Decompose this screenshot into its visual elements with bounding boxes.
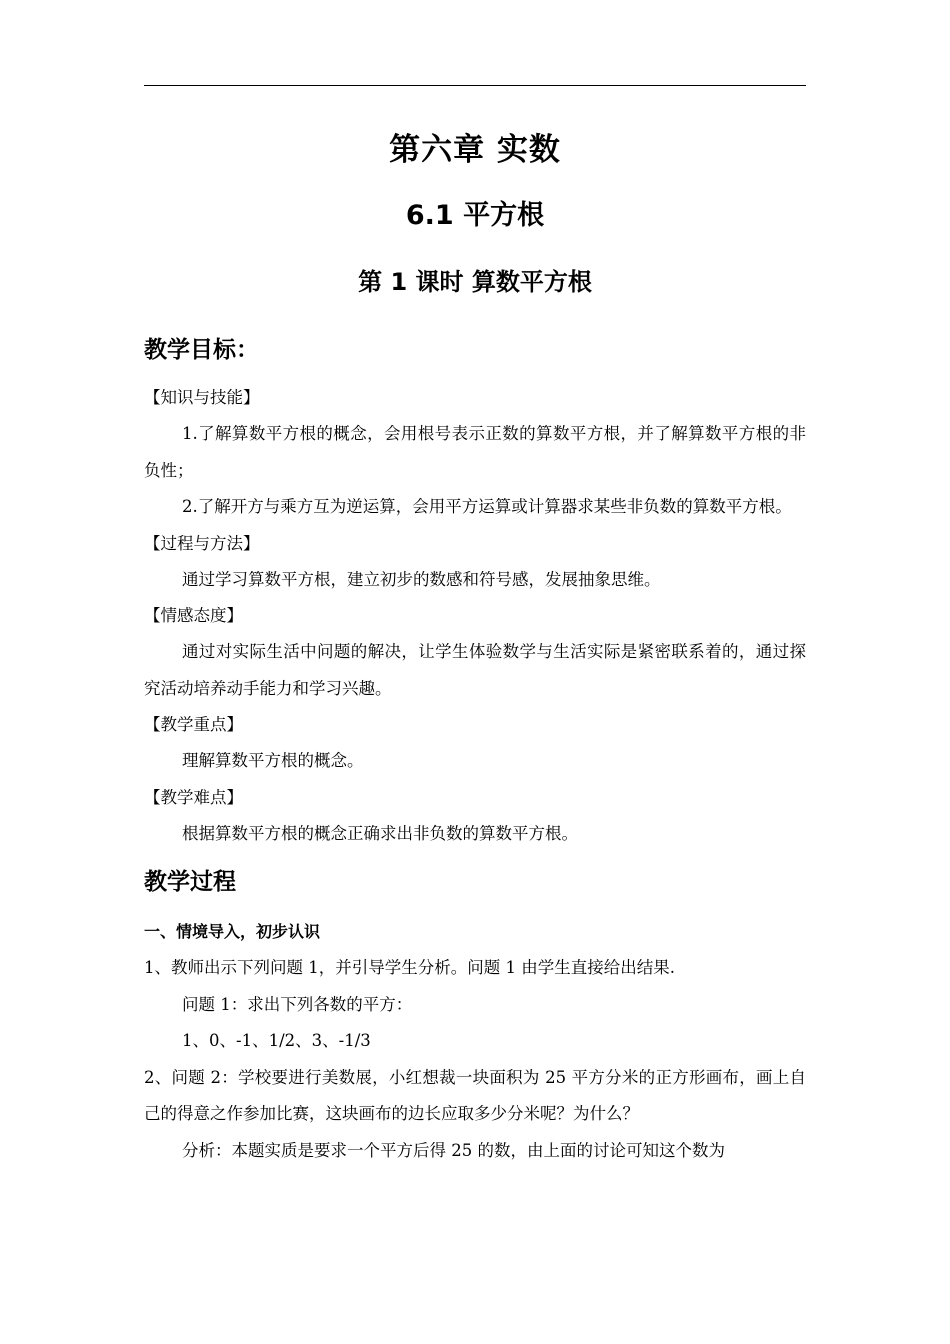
document-body [144,128,806,1169]
key-point-label: 【教学重点】 [144,715,243,734]
header-rule [144,85,806,86]
analysis-text: 分析：本题实质是要求一个平方后得 25 的数，由上面的讨论可知这个数为 [182,1140,725,1160]
objectives-heading: 教学目标： [144,337,259,363]
process-item-1: 1、教师出示下列问题 1，并引导学生分析。问题 1 由学生直接给出结果. [144,958,675,977]
question-1: 问题 1：求出下列各数的平方： [182,994,413,1014]
process-item-2: 2、问题 2：学校要进行美数展，小红想裁一块面积为 25 平方分米的正方形画布，画上自己的得意之作参加比赛，这块画布的边长应取多少分米呢？为什么？ [144,1067,806,1123]
emotion-text: 通过对实际生活中问题的解决，让学生体验数学与生活实际是紧密联系着的，通过探究活动培养动手能力和学习兴趣。 [144,642,806,698]
process-heading: 教学过程 [144,869,236,895]
process-method-text: 通过学习算数平方根，建立初步的数感和符号感，发展抽象思维。 [182,569,661,589]
process-method-label: 【过程与方法】 [144,533,260,553]
chapter-title: 第六章 实数 [389,132,561,168]
difficulty-label: 【教学难点】 [144,787,243,807]
part1-heading: 一、情境导入，初步认识 [144,922,321,941]
emotion-label: 【情感态度】 [144,606,243,625]
knowledge-item-1: 1.了解算数平方根的概念，会用根号表示正数的算数平方根，并了解算数平方根的非负性； [144,424,806,480]
question-1-values: 1、0、-1、1/2、3、-1/3 [182,1031,371,1050]
lesson-title: 第 1 课时 算数平方根 [358,268,592,296]
section-title: 6.1 平方根 [405,200,545,231]
knowledge-item-2: 2.了解开方与乘方互为逆运算，会用平方运算或计算器求某些非负数的算数平方根。 [182,497,792,516]
knowledge-label: 【知识与技能】 [144,388,260,407]
key-point-text: 理解算数平方根的概念。 [182,751,364,770]
difficulty-text: 根据算数平方根的概念正确求出非负数的算数平方根。 [182,823,578,843]
